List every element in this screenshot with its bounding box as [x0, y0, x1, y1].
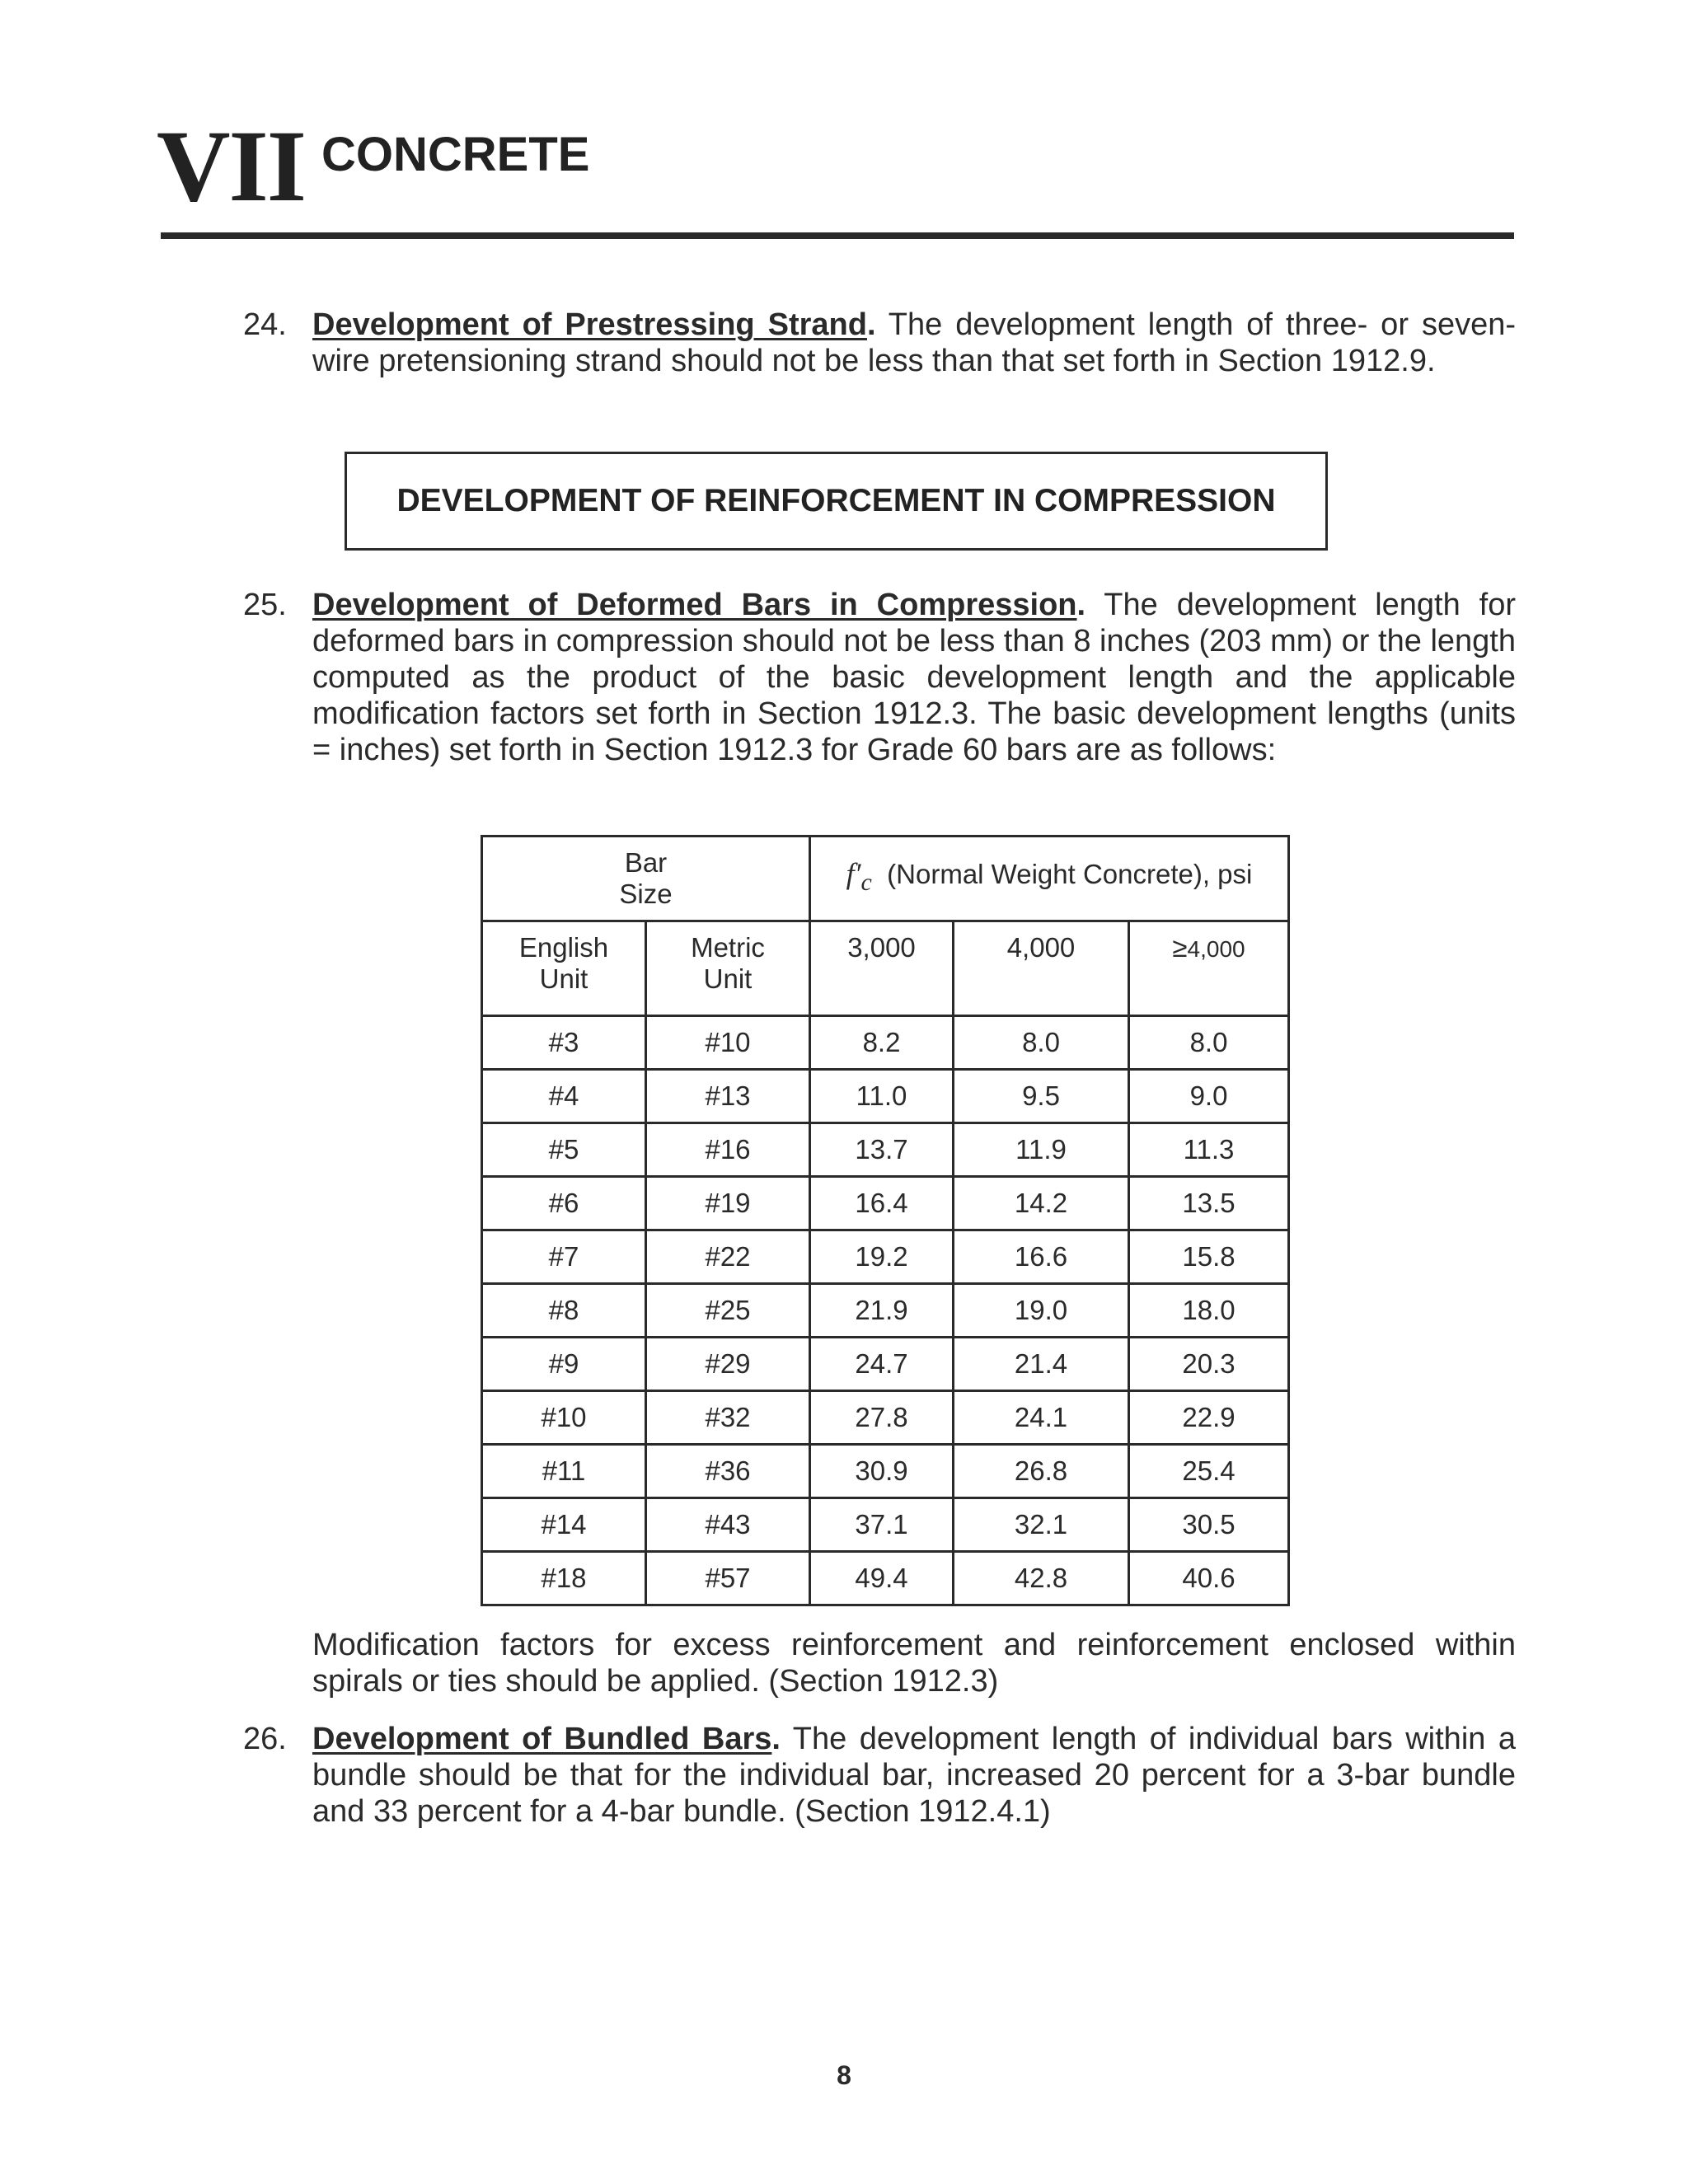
table-cell: 8.0 — [1129, 1016, 1289, 1070]
item-body — [312, 307, 1516, 379]
table-cell: 9.0 — [1129, 1070, 1289, 1123]
fc-symbol: $f'_c$ — [846, 857, 872, 897]
table-row — [482, 1552, 1289, 1605]
table-cell: 11.0 — [810, 1070, 954, 1123]
col-4000-header: 4,000 — [954, 921, 1129, 1016]
table-cell: #5 — [482, 1123, 646, 1177]
table-row — [482, 1391, 1289, 1445]
table-cell: 42.8 — [954, 1552, 1129, 1605]
item-heading-punct: . — [1076, 588, 1086, 622]
table-cell: 16.6 — [954, 1230, 1129, 1284]
table-cell: #22 — [646, 1230, 810, 1284]
table-cell: #13 — [646, 1070, 810, 1123]
chapter-number: VII — [157, 110, 306, 223]
table-cell: 16.4 — [810, 1177, 954, 1230]
table-cell: 21.4 — [954, 1338, 1129, 1391]
table-cell: #19 — [646, 1177, 810, 1230]
item-heading: Development of Deformed Bars in Compression — [312, 588, 1077, 622]
item-heading-punct: . — [866, 307, 876, 342]
table-cell: #32 — [646, 1391, 810, 1445]
table-cell: 30.9 — [810, 1445, 954, 1498]
table-cell: #10 — [482, 1391, 646, 1445]
table-cell: #8 — [482, 1284, 646, 1338]
table-row — [482, 1016, 1289, 1070]
table-cell: 8.2 — [810, 1016, 954, 1070]
table-cell: 19.2 — [810, 1230, 954, 1284]
table-cell: #29 — [646, 1338, 810, 1391]
table-cell: #7 — [482, 1230, 646, 1284]
item-24 — [243, 307, 1516, 379]
table-cell: #10 — [646, 1016, 810, 1070]
chapter-title: CONCRETE — [321, 128, 590, 181]
table-cell: 49.4 — [810, 1552, 954, 1605]
section-box-heading: DEVELOPMENT OF REINFORCEMENT IN COMPRESSION — [345, 452, 1328, 551]
table-cell: 24.1 — [954, 1391, 1129, 1445]
table-cell: 11.9 — [954, 1123, 1129, 1177]
development-length-table — [481, 835, 1290, 1606]
table-cell: 13.5 — [1129, 1177, 1289, 1230]
item-heading: Development of Bundled Bars — [312, 1722, 772, 1756]
table-body — [482, 1016, 1289, 1605]
item-25 — [243, 587, 1516, 768]
modification-note: Modification factors for excess reinforcement and reinforcement enclosed within spirals or ties should be applied. (Section 1912.3) — [312, 1628, 1516, 1699]
table-row — [482, 1498, 1289, 1552]
table-row — [482, 1445, 1289, 1498]
bar-size-header: Bar Size — [482, 837, 810, 921]
table-row — [482, 1338, 1289, 1391]
table-cell: 9.5 — [954, 1070, 1129, 1123]
page-number: 8 — [837, 2060, 851, 2090]
table-header-row — [482, 837, 1289, 921]
table-cell: #43 — [646, 1498, 810, 1552]
fc-header — [810, 837, 1289, 921]
table-cell: #18 — [482, 1552, 646, 1605]
item-heading-punct: . — [771, 1722, 781, 1756]
item-body — [312, 587, 1516, 768]
table-cell: 13.7 — [810, 1123, 954, 1177]
table-cell: #11 — [482, 1445, 646, 1498]
item-body — [312, 1721, 1516, 1830]
table-cell: #36 — [646, 1445, 810, 1498]
item-number: 26. — [243, 1722, 287, 1756]
table-cell: #9 — [482, 1338, 646, 1391]
table-cell: 15.8 — [1129, 1230, 1289, 1284]
english-unit-header: English Unit — [482, 921, 646, 1016]
table-row — [482, 1123, 1289, 1177]
table-cell: #14 — [482, 1498, 646, 1552]
table-cell: #6 — [482, 1177, 646, 1230]
item-text: The development length for deformed bars in compression should not be less than 8 inches (203 mm) or the length computed as the product of the basic development length and the applicable modification factors set forth in Section 1912.3. The basic development lengths (units = inches) set forth in Section 1912.3 for Grade 60 bars are as follows: — [312, 588, 1516, 767]
table-cell: 32.1 — [954, 1498, 1129, 1552]
table-cell: 21.9 — [810, 1284, 954, 1338]
table-cell: 22.9 — [1129, 1391, 1289, 1445]
fc-label: (Normal Weight Concrete), psi — [887, 859, 1253, 890]
table-cell: 37.1 — [810, 1498, 954, 1552]
table-row — [482, 1284, 1289, 1338]
table-cell: #16 — [646, 1123, 810, 1177]
item-26 — [243, 1721, 1516, 1830]
table-row — [482, 1070, 1289, 1123]
table-row — [482, 1230, 1289, 1284]
table-cell: 20.3 — [1129, 1338, 1289, 1391]
item-text: The development length of three- or seven-wire pretensioning strand should not be less than that set forth in Section 1912.9. — [312, 307, 1516, 378]
table-row — [482, 1177, 1289, 1230]
table-cell: #3 — [482, 1016, 646, 1070]
table-cell: #25 — [646, 1284, 810, 1338]
table-cell: 19.0 — [954, 1284, 1129, 1338]
item-heading: Development of Prestressing Strand — [312, 307, 867, 342]
table-cell: #57 — [646, 1552, 810, 1605]
table-cell: 30.5 — [1129, 1498, 1289, 1552]
table-subheader-row — [482, 921, 1289, 1016]
table-cell: 40.6 — [1129, 1552, 1289, 1605]
table-cell: 24.7 — [810, 1338, 954, 1391]
item-text: The development length of individual bars within a bundle should be that for the individual bar, increased 20 percent for a 3-bar bundle and 33 percent for a 4-bar bundle. (Section 1912.4.1) — [312, 1722, 1517, 1829]
table-cell: 11.3 — [1129, 1123, 1289, 1177]
table-cell: #4 — [482, 1070, 646, 1123]
metric-unit-header: Metric Unit — [646, 921, 810, 1016]
table-cell: 14.2 — [954, 1177, 1129, 1230]
table-cell: 8.0 — [954, 1016, 1129, 1070]
header-rule — [161, 232, 1514, 239]
table-cell: 26.8 — [954, 1445, 1129, 1498]
item-number: 24. — [243, 307, 287, 342]
col-3000-header: 3,000 — [810, 921, 954, 1016]
col-geq-4000-header: ≥4,000 — [1129, 921, 1289, 1016]
table-cell: 25.4 — [1129, 1445, 1289, 1498]
table-cell: 18.0 — [1129, 1284, 1289, 1338]
table-cell: 27.8 — [810, 1391, 954, 1445]
item-number: 25. — [243, 588, 287, 622]
